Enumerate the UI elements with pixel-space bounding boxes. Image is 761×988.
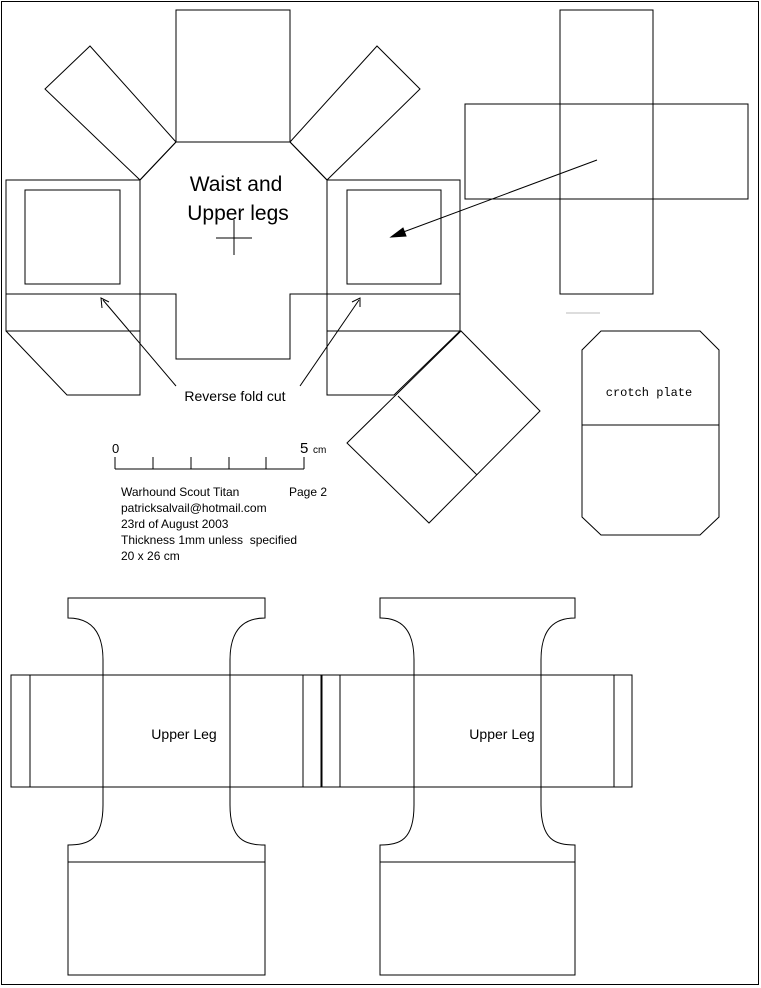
upper-leg-left [11, 598, 321, 975]
info-size: 20 x 26 cm [121, 549, 180, 563]
cross-horizontal-bar [465, 104, 748, 199]
scale-end-unit: cm [313, 445, 327, 456]
info-thickness: Thickness 1mm unless specified [121, 533, 298, 547]
placement-arrow-head [391, 228, 406, 237]
waist-left-inner-square [25, 190, 120, 284]
upper-leg-right [322, 598, 632, 975]
diagram-title-line2: Upper legs [187, 202, 289, 225]
scale-start-label: 0 [112, 441, 120, 456]
waist-net [6, 10, 540, 523]
info-page: Page 2 [289, 485, 328, 499]
scale-end-value: 5 [300, 440, 309, 457]
reverse-fold-label: Reverse fold cut [184, 388, 286, 404]
waist-right-diagonal-flap [290, 46, 420, 180]
crotch-plate-label: crotch plate [605, 386, 693, 400]
waist-left-bottom-flap [6, 331, 140, 395]
waist-top-panel [176, 10, 290, 142]
waist-right-bottom-flap [327, 331, 460, 395]
reverse-fold-arrowhead-right [352, 298, 360, 307]
info-date: 23rd of August 2003 [121, 517, 229, 531]
waist-left-lower-strip [6, 294, 140, 331]
page-border [2, 2, 759, 985]
cross-net [391, 10, 748, 294]
info-block [121, 485, 327, 563]
placement-arrow-line [398, 160, 597, 234]
cross-vertical-bar [560, 10, 653, 294]
crotch-plate [566, 313, 719, 535]
reverse-fold-arrow-right [300, 300, 359, 386]
waist-left-diagonal-flap [45, 46, 176, 180]
scale-bar [112, 440, 326, 469]
upper-leg-right-label: Upper Leg [469, 726, 535, 742]
upper-leg-left-label: Upper Leg [151, 726, 217, 742]
info-email: patricksalvail@hotmail.com [121, 501, 267, 515]
waist-rotated-panel-fold [398, 396, 477, 475]
info-model: Warhound Scout Titan [121, 485, 240, 499]
waist-right-lower-strip [327, 294, 460, 331]
waist-rotated-panel [347, 331, 540, 523]
crotch-plate-outline [582, 331, 719, 535]
diagram-title-line1: Waist and [189, 173, 283, 196]
